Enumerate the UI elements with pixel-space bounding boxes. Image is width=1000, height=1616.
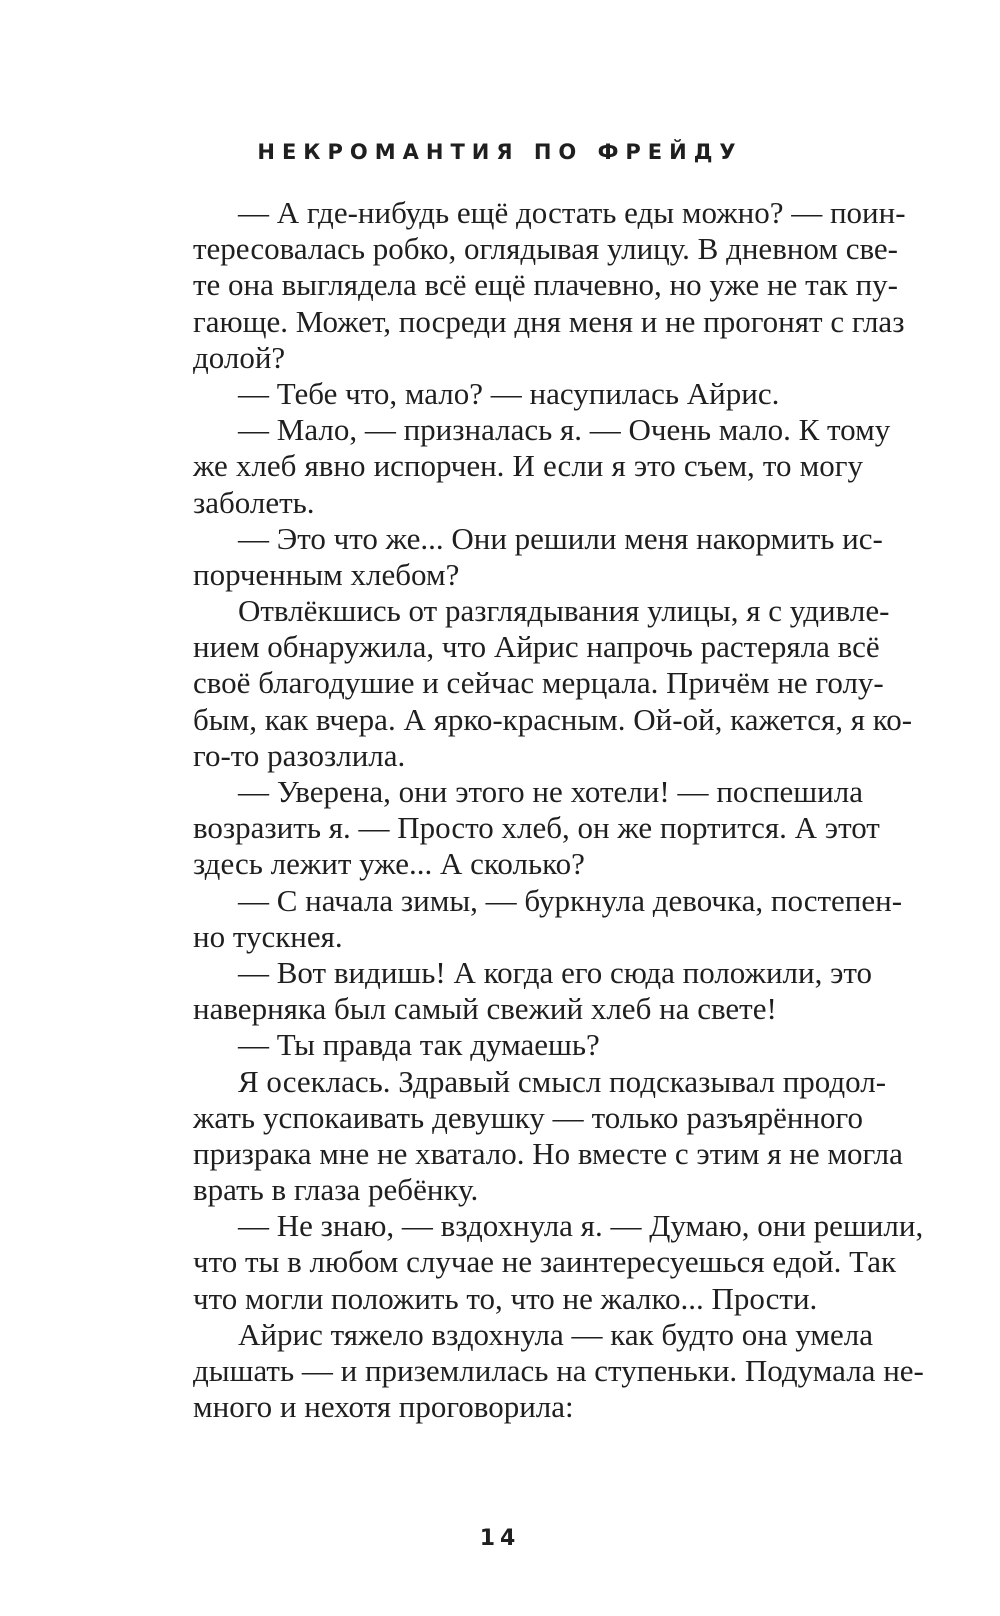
text-line: го-то разозлила. <box>193 737 406 773</box>
text-line: — Вот видишь! А когда его сюда положили, это <box>238 954 873 990</box>
page-number: 14 <box>479 1526 521 1551</box>
text-line: здесь лежит уже... А сколько? <box>193 846 585 882</box>
text-line: дышать — и приземлилась на ступеньки. Подумала не- <box>193 1353 924 1388</box>
text-line: же хлеб явно испорчен. И если я это съем, то могу <box>193 448 863 484</box>
text-line: что могли положить то, что не жалко... Прости. <box>193 1280 818 1316</box>
text-line: бым, как вчера. А ярко-красным. Ой-ой, кажется, я ко- <box>193 701 913 737</box>
text-line: много и нехотя проговорила: <box>193 1389 574 1425</box>
text-line: что ты в любом случае не заинтересуешься едой. Так <box>193 1244 897 1280</box>
text-line: — Это что же... Они решили меня накормить ис- <box>238 520 883 556</box>
text-line: — Ты правда так думаешь? <box>238 1027 600 1063</box>
text-line: Айрис тяжело вздохнула — как будто она умела <box>238 1316 874 1352</box>
text-line: Я осеклась. Здравый смысл подсказывал продол- <box>238 1063 887 1099</box>
text-line: заболеть. <box>193 484 315 520</box>
text-line: жать успокаивать девушку — только разъярённого <box>193 1099 863 1135</box>
text-line: наверняка был самый свежий хлеб на свете! <box>193 991 777 1027</box>
running-head: НЕКРОМАНТИЯ ПО ФРЕЙДУ <box>257 140 743 164</box>
text-line: призрака мне не хватало. Но вместе с этим я не могла <box>193 1135 903 1171</box>
text-line: но тускнея. <box>193 918 343 954</box>
text-line: — С начала зимы, — буркнула девочка, постепен- <box>238 882 903 918</box>
text-line: своё благодушие и сейчас мерцала. Причём не голу- <box>193 665 884 701</box>
text-line: — Тебе что, мало? — насупилась Айрис. <box>238 375 780 411</box>
text-line: врать в глаза ребёнку. <box>193 1172 479 1208</box>
text-line: — А где-нибудь ещё достать еды можно? — поин- <box>238 195 906 230</box>
text-line: — Мало, — призналась я. — Очень мало. К тому <box>238 412 891 448</box>
text-line: тересовалась робко, оглядывая улицу. В дневном све- <box>193 231 898 267</box>
text-line: гающе. Может, посреди дня меня и не прогонят с глаз <box>193 303 905 339</box>
text-line: Отвлёкшись от разглядывания улицы, я с удивле- <box>238 593 890 629</box>
text-line: возразить я. — Просто хлеб, он же портится. А этот <box>193 810 880 846</box>
text-line: нием обнаружила, что Айрис напрочь растеряла всё <box>193 629 880 665</box>
text-line: — Не знаю, — вздохнула я. — Думаю, они решили, <box>238 1208 924 1244</box>
body-text <box>193 195 924 1425</box>
text-line: — Уверена, они этого не хотели! — поспешила <box>238 774 863 809</box>
text-line: порченным хлебом? <box>193 556 460 592</box>
text-line: долой? <box>193 339 286 375</box>
text-line: те она выглядела всё ещё плачевно, но уже не так пу- <box>193 267 898 303</box>
